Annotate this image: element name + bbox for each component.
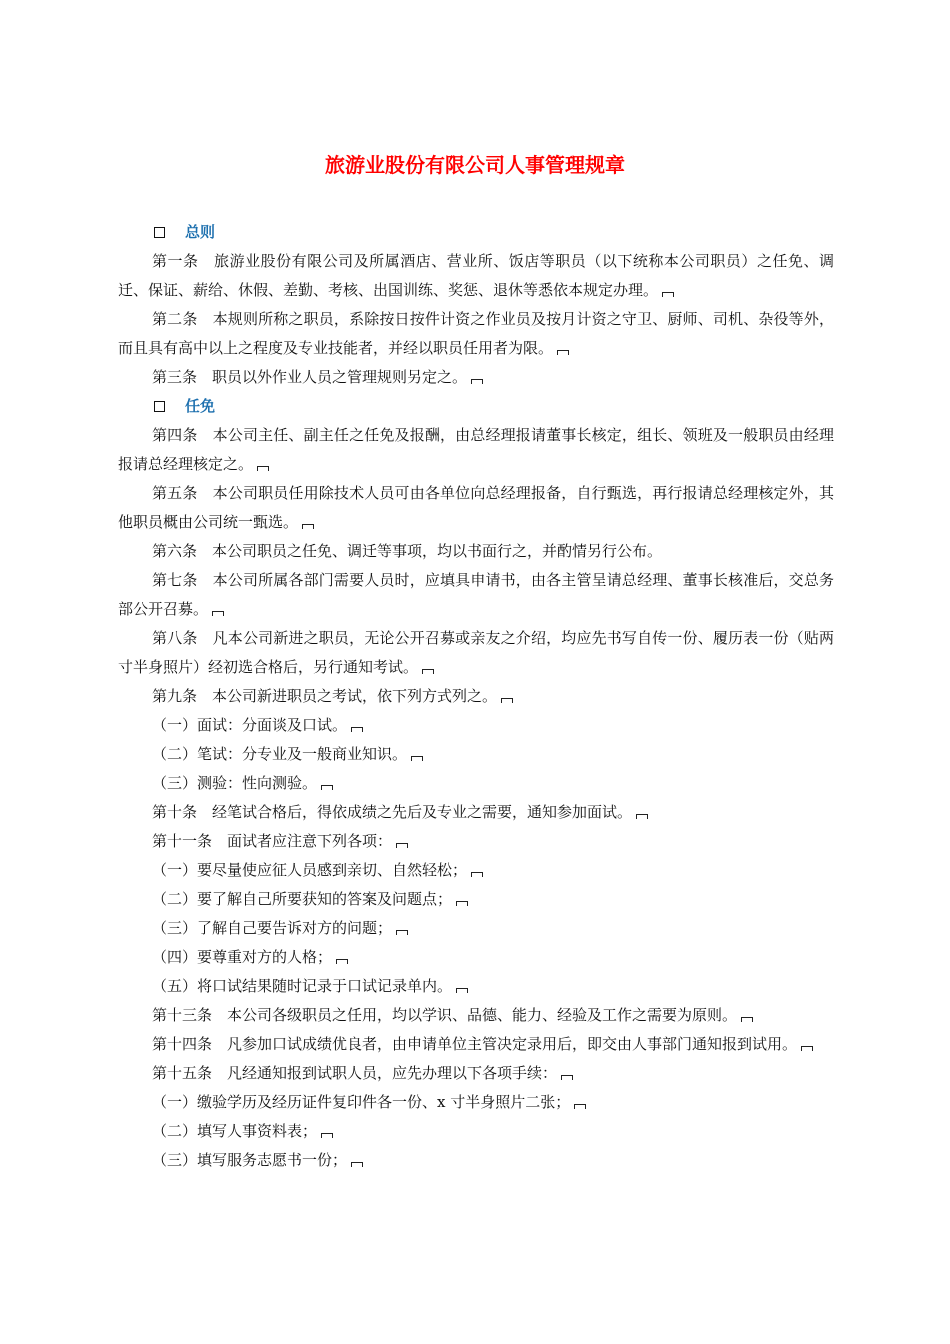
article-paragraph [118,798,834,827]
article-paragraph [118,247,834,305]
article-text: （一）面试：分面谈及口试。 [152,716,348,734]
article-paragraph [118,682,834,711]
paragraph-return-icon [662,292,674,297]
article-number: 第一条 [152,252,199,270]
article-paragraph [118,537,834,566]
article-text: 经笔试合格后，得依成绩之先后及专业之需要，通知参加面试。 [212,803,633,821]
section-heading [118,218,834,247]
document-body [118,218,834,1175]
paragraph-return-icon [557,350,569,355]
article-text: 本公司各级职员之任用，均以学识、品德、能力、经验及工作之需要为原则。 [227,1006,738,1024]
paragraph-return-icon [636,814,648,819]
article-text: 凡参加口试成绩优良者，由申请单位主管决定录用后，即交由人事部门通知报到试用。 [227,1035,798,1053]
paragraph-return-icon [257,466,269,471]
article-number: 第七条 [152,571,198,589]
article-text: （二）填写人事资料表； [152,1122,318,1140]
paragraph-return-icon [561,1075,573,1080]
article-paragraph [118,1001,834,1030]
article-text: （三）填写服务志愿书一份； [152,1151,348,1169]
article-paragraph [118,1088,834,1117]
paragraph-return-icon [501,698,513,703]
section-heading [118,392,834,421]
article-paragraph [118,566,834,624]
article-paragraph [118,421,834,479]
article-number: 第五条 [152,484,198,502]
article-text: （二）要了解自己所要获知的答案及问题点； [152,890,453,908]
article-text: （三）了解自己要告诉对方的问题； [152,919,393,937]
paragraph-return-icon [456,901,468,906]
article-number: 第三条 [152,368,198,386]
article-text: （四）要尊重对方的人格； [152,948,333,966]
paragraph-return-icon [741,1017,753,1022]
article-number: 第十条 [152,803,198,821]
article-text: 旅游业股份有限公司及所属酒店、营业所、饭店等职员（以下统称本公司职员）之任免、调迁、保证、薪给、休假、差勤、考核、出国训练、奖惩、退休等悉依本规定办理。 [118,252,834,299]
section-heading-label: 总则 [185,223,216,241]
paragraph-return-icon [471,872,483,877]
article-text: 面试者应注意下列各项： [227,832,393,850]
article-paragraph [118,740,834,769]
article-paragraph [118,305,834,363]
article-text: （五）将口试结果随时记录于口试记录单内。 [152,977,453,995]
article-text: 职员以外作业人员之管理规则另定之。 [212,368,468,386]
article-text: 本公司主任、副主任之任免及报酬，由总经理报请董事长核定，组长、领班及一般职员由经理报请总经理核定之。 [118,426,834,473]
paragraph-return-icon [411,756,423,761]
paragraph-return-icon [351,727,363,732]
paragraph-return-icon [302,524,314,529]
paragraph-return-icon [471,379,483,384]
article-number: 第八条 [152,629,198,647]
article-text: （一）缴验学历及经历证件复印件各一份、x 寸半身照片二张； [152,1093,571,1111]
article-paragraph [118,1117,834,1146]
article-text: 本公司新进职员之考试，依下列方式列之。 [212,687,498,705]
checkbox-square-icon [154,401,165,412]
article-paragraph [118,885,834,914]
article-paragraph [118,972,834,1001]
paragraph-return-icon [321,1133,333,1138]
article-text: 凡经通知报到试职人员，应先办理以下各项手续： [227,1064,558,1082]
article-paragraph [118,769,834,798]
article-paragraph [118,624,834,682]
article-number: 第十一条 [152,832,213,850]
paragraph-return-icon [422,669,434,674]
checkbox-square-icon [154,227,165,238]
article-paragraph [118,711,834,740]
article-text: 本公司职员任用除技术人员可由各单位向总经理报备，自行甄选，再行报请总经理核定外，其他职员概由公司统一甄选。 [118,484,834,531]
article-number: 第十三条 [152,1006,213,1024]
article-paragraph [118,827,834,856]
paragraph-return-icon [351,1162,363,1167]
paragraph-return-icon [212,611,224,616]
article-paragraph [118,1146,834,1175]
section-heading-label: 任免 [185,397,216,415]
article-number: 第二条 [152,310,198,328]
paragraph-return-icon [321,785,333,790]
article-text: 本公司所属各部门需要人员时，应填具申请书，由各主管呈请总经理、董事长核准后，交总务部公开召募。 [118,571,834,618]
paragraph-return-icon [396,930,408,935]
article-text: 凡本公司新进之职员，无论公开召募或亲友之介绍，均应先书写自传一份、履历表一份（贴两寸半身照片）经初选合格后，另行通知考试。 [118,629,834,676]
paragraph-return-icon [336,959,348,964]
article-text: （二）笔试：分专业及一般商业知识。 [152,745,408,763]
paragraph-return-icon [574,1104,586,1109]
article-text: 本规则所称之职员，系除按日按件计资之作业员及按月计资之守卫、厨师、司机、杂役等外，而且具有高中以上之程度及专业技能者，并经以职员任用者为限。 [118,310,834,357]
article-text: （三）测验：性向测验。 [152,774,318,792]
article-paragraph [118,1030,834,1059]
paragraph-return-icon [456,988,468,993]
article-paragraph [118,914,834,943]
page-title: 旅游业股份有限公司人事管理规章 [325,153,625,177]
article-paragraph [118,943,834,972]
article-paragraph [118,479,834,537]
article-paragraph [118,363,834,392]
article-number: 第四条 [152,426,198,444]
article-number: 第十五条 [152,1064,213,1082]
article-text: 本公司职员之任免、调迁等事项，均以书面行之，并酌情另行公布。 [212,542,663,560]
paragraph-return-icon [801,1046,813,1051]
article-paragraph [118,856,834,885]
article-paragraph [118,1059,834,1088]
article-number: 第十四条 [152,1035,213,1053]
article-text: （一）要尽量使应征人员感到亲切、自然轻松； [152,861,468,879]
article-number: 第六条 [152,542,198,560]
paragraph-return-icon [396,843,408,848]
article-number: 第九条 [152,687,198,705]
